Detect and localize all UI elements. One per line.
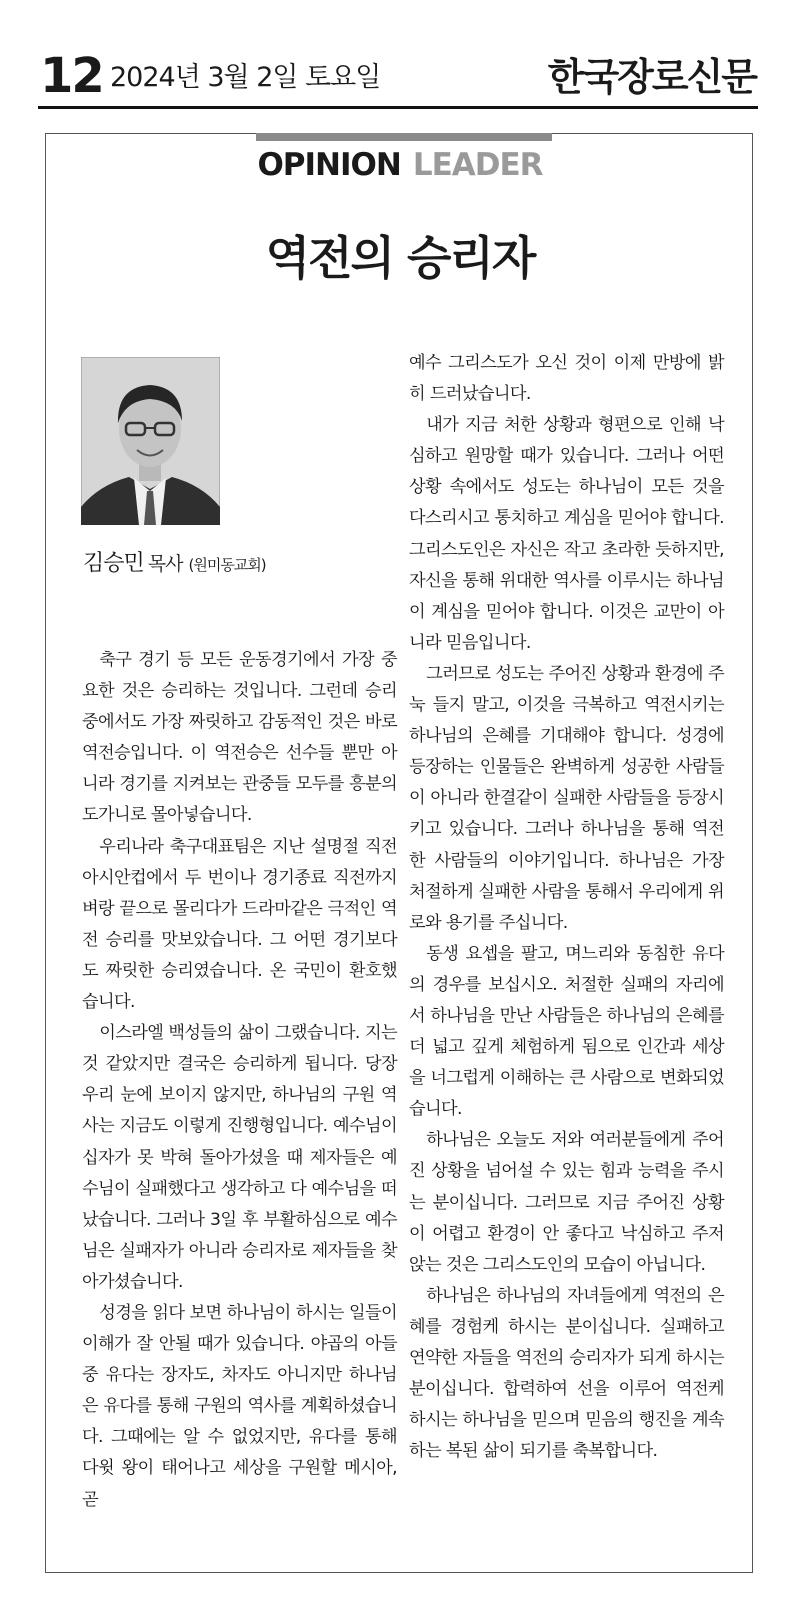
paragraph: 성경을 읽다 보면 하나님이 하시는 일들이 이해가 잘 안될 때가 있습니다. 야곱의 아들 중 유다는 장자도, 차자도 아니지만 하나님은 유다를 통해 구원의 역사를 계획하셨습니다. 그때에는 알 수 없었지만, 유다를 통해 다윗 왕이 태어나고 세상을 구원할 메시아, 곧 bbox=[82, 1302, 397, 1510]
author-name: 김승민 bbox=[83, 551, 144, 576]
section-word-leader: LEADER bbox=[412, 147, 543, 183]
paragraph: 그러므로 성도는 주어진 상황과 환경에 주눅 들지 말고, 이것을 극복하고 역전시키는 하나님의 은혜를 기대해야 합니다. 성경에 등장하는 인물들은 완벽하게 성공한 사람들이 아니라 한결같이 실패한 사람들을 등장시키고 있습니다. 그러나 하나님을 통해 역전한 사람들의 이야기입니다. 하나님은 가장 처절하게 실패한 사람을 통해서 우리에게 위로와 용기를 주십니다. bbox=[409, 663, 724, 933]
paragraph: 하나님은 하나님의 자녀들에게 역전의 은혜를 경험케 하시는 분이십니다. 실패하고 연약한 자들을 역전의 승리자가 되게 하시는 분이십니다. 합력하여 선을 이루어 역전케 하시는 하나님을 믿으며 믿음의 행진을 계속하는 복된 삶이 되기를 축복합니다. bbox=[409, 1285, 724, 1462]
paragraph: 내가 지금 처한 상황과 형편으로 인해 낙심하고 원망할 때가 있습니다. 그러나 어떤 상황 속에서도 성도는 하나님이 모든 것을 다스리시고 통치하고 계심을 믿어야 합니다. 그리스도인은 자신은 작고 초라한 듯하지만, 자신을 통해 위대한 역사를 이루시는 하나님이 계심을 믿어야 합니다. 이것은 교만이 아니라 믿음입니다. bbox=[409, 415, 724, 653]
author-title: 목사 bbox=[147, 553, 183, 575]
paragraph: 동생 요셉을 팔고, 며느리와 동침한 유다의 경우를 보십시오. 처절한 실패의 자리에서 하나님을 만난 사람들은 하나님의 은혜를 더 넓고 깊게 체험하게 됨으로 인간과 세상을 너그럽게 이해하는 큰 사람으로 변화되었습니다. bbox=[409, 943, 724, 1120]
paragraph: 우리나라 축구대표팀은 지난 설명절 직전 아시안컵에서 두 번이나 경기종료 직전까지 벼랑 끝으로 몰리다가 드라마같은 극적인 역전 승리를 맛보았습니다. 그 어떤 경기보다도 짜릿한 승리였습니다. 온 국민이 환호했습니다. bbox=[82, 836, 397, 1013]
masthead-rule bbox=[38, 106, 758, 109]
paragraph: 축구 경기 등 모든 운동경기에서 가장 중요한 것은 승리하는 것입니다. 그런데 승리 중에서도 가장 짜릿하고 감동적인 것은 바로 역전승입니다. 이 역전승은 선수들 뿐만 아니라 경기를 지켜보는 관중들 모두를 흥분의 도가니로 몰아넣습니다. bbox=[82, 650, 397, 826]
paragraph: 하나님은 오늘도 저와 여러분들에게 주어진 상황을 넘어설 수 있는 힘과 능력을 주시는 분이십니다. 그러므로 지금 주어진 상황이 어렵고 환경이 안 좋다고 낙심하고 주저앉는 것은 그리스도인의 모습이 아닙니다. bbox=[409, 1130, 724, 1275]
masthead bbox=[0, 0, 800, 110]
newspaper-name: 한국장로신문 bbox=[547, 54, 756, 99]
page-number: 12 bbox=[40, 48, 103, 104]
paragraph-continuation: 예수 그리스도가 오신 것이 이제 만방에 밝히 드러났습니다. bbox=[409, 353, 724, 405]
article-column-right bbox=[409, 348, 724, 1467]
article-column-left bbox=[82, 645, 397, 1516]
section-label bbox=[0, 143, 800, 187]
publication-date: 2024년 3월 2일 토요일 bbox=[110, 62, 381, 93]
author-portrait bbox=[81, 357, 220, 525]
section-word-opinion: OPINION bbox=[257, 147, 401, 183]
paragraph: 이스라엘 백성들의 삶이 그랬습니다. 지는 것 같았지만 결국은 승리하게 됩니다. 당장 우리 눈에 보이지 않지만, 하나님의 구원 역사는 지금도 이렇게 진행형입니다. 예수님이 십자가 못 박혀 돌아가셨을 때 제자들은 예수님이 실패했다고 생각하고 다 예수님을 떠났습니다. 그러나 3일 후 부활하심으로 예수님은 실패자가 아니라 승리자로 제자들을 찾아가셨습니다. bbox=[82, 1023, 397, 1292]
author-church: (원미동교회) bbox=[188, 556, 266, 574]
author-byline bbox=[83, 548, 266, 581]
section-bar bbox=[256, 133, 552, 141]
article-headline: 역전의 승리자 bbox=[265, 231, 535, 285]
